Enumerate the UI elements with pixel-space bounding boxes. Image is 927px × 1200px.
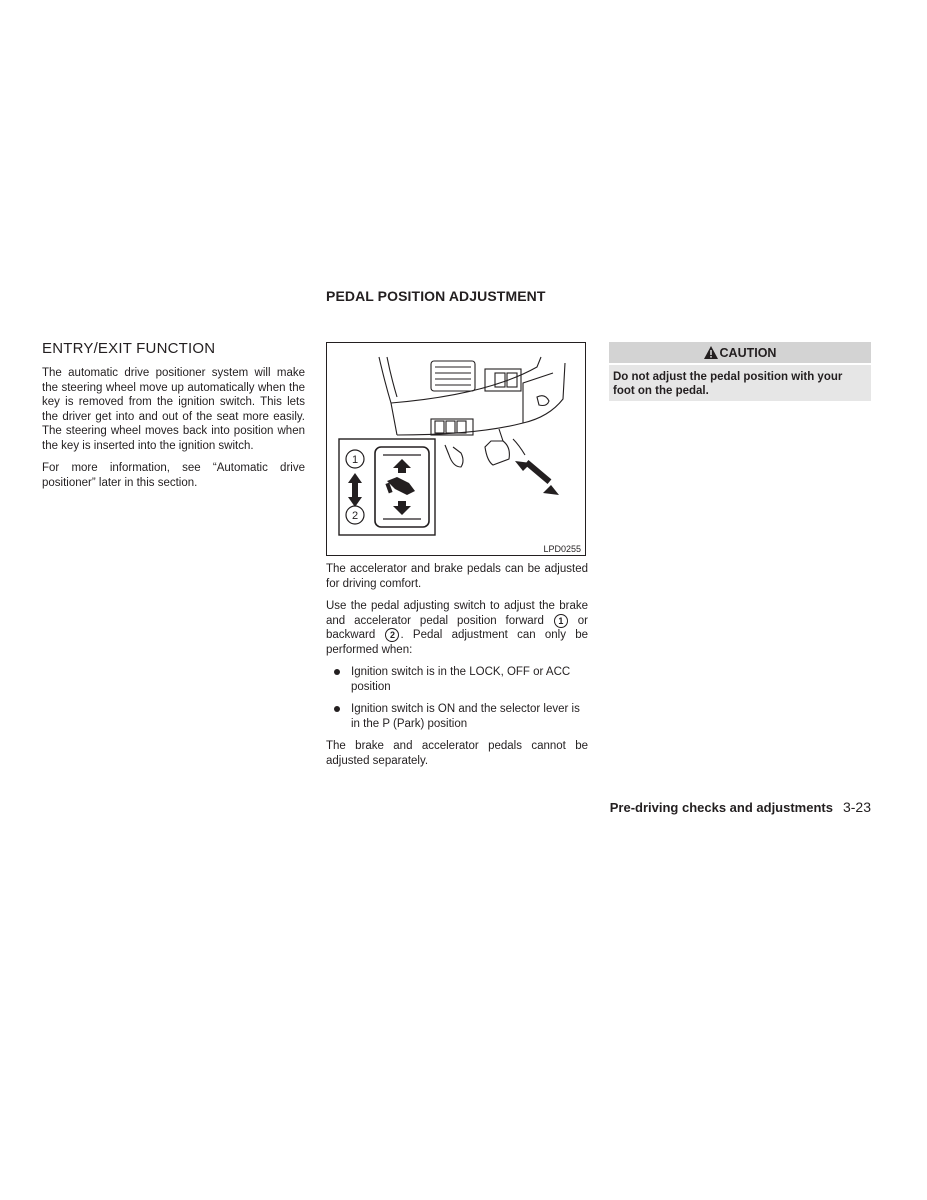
- figure-code: LPD0255: [543, 544, 581, 554]
- more-info-paragraph: For more information, see “Automatic drive positioner” later in this section.: [42, 462, 305, 489]
- bullet-icon: [334, 669, 340, 675]
- separate-note-paragraph: The brake and accelerator pedals cannot be adjusted separately.: [326, 740, 588, 767]
- bullet-icon: [334, 706, 340, 712]
- intro-paragraph: The accelerator and brake pedals can be adjusted for driving comfort.: [326, 563, 588, 590]
- left-column: [42, 340, 305, 498]
- page-footer: [610, 799, 871, 815]
- backward-number: 2: [385, 628, 399, 642]
- caution-header: [609, 342, 871, 363]
- chapter-title: Pre-driving checks and adjustments: [609, 800, 833, 815]
- switch-paragraph: [326, 599, 588, 657]
- conditions-list: [326, 665, 588, 731]
- forward-number: 1: [554, 614, 568, 628]
- list-item-text: Ignition switch is ON and the selector lever is in the P (Park) position: [351, 703, 580, 730]
- callout-2: 2: [351, 510, 359, 522]
- entry-exit-paragraph: The automatic drive positioner system will make the steering wheel move up automatically when the key is removed from the ignition switch. This lets the driver get into and out of the seat more easily. The steering wheel moves back into position when the key is inserted into the ignition switch.: [42, 367, 305, 452]
- section-title: PEDAL POSITION ADJUSTMENT: [326, 288, 546, 304]
- list-item: [326, 665, 588, 694]
- entry-exit-heading: ENTRY/EXIT FUNCTION: [42, 340, 216, 357]
- switch-text-1: Use the pedal adjusting switch to adjust the brake and accelerator pedal position forward: [326, 600, 588, 627]
- warning-triangle-icon: [704, 346, 718, 359]
- page-number: 3-23: [842, 799, 871, 815]
- middle-column: [326, 562, 588, 776]
- list-item-text: Ignition switch is in the LOCK, OFF or ACC position: [351, 666, 571, 693]
- caution-text: Do not adjust the pedal position with your foot on the pedal.: [609, 365, 871, 401]
- caution-title: CAUTION: [719, 345, 777, 360]
- callout-1: 1: [351, 454, 359, 466]
- dashboard-pedals-drawing: [327, 343, 585, 555]
- pedal-illustration: [326, 342, 586, 556]
- switch-text-2: or backward: [326, 614, 589, 641]
- switch-text-3: . Pedal adjustment can only be performed when:: [326, 629, 588, 656]
- list-item: [326, 702, 588, 731]
- caution-box: [609, 342, 871, 401]
